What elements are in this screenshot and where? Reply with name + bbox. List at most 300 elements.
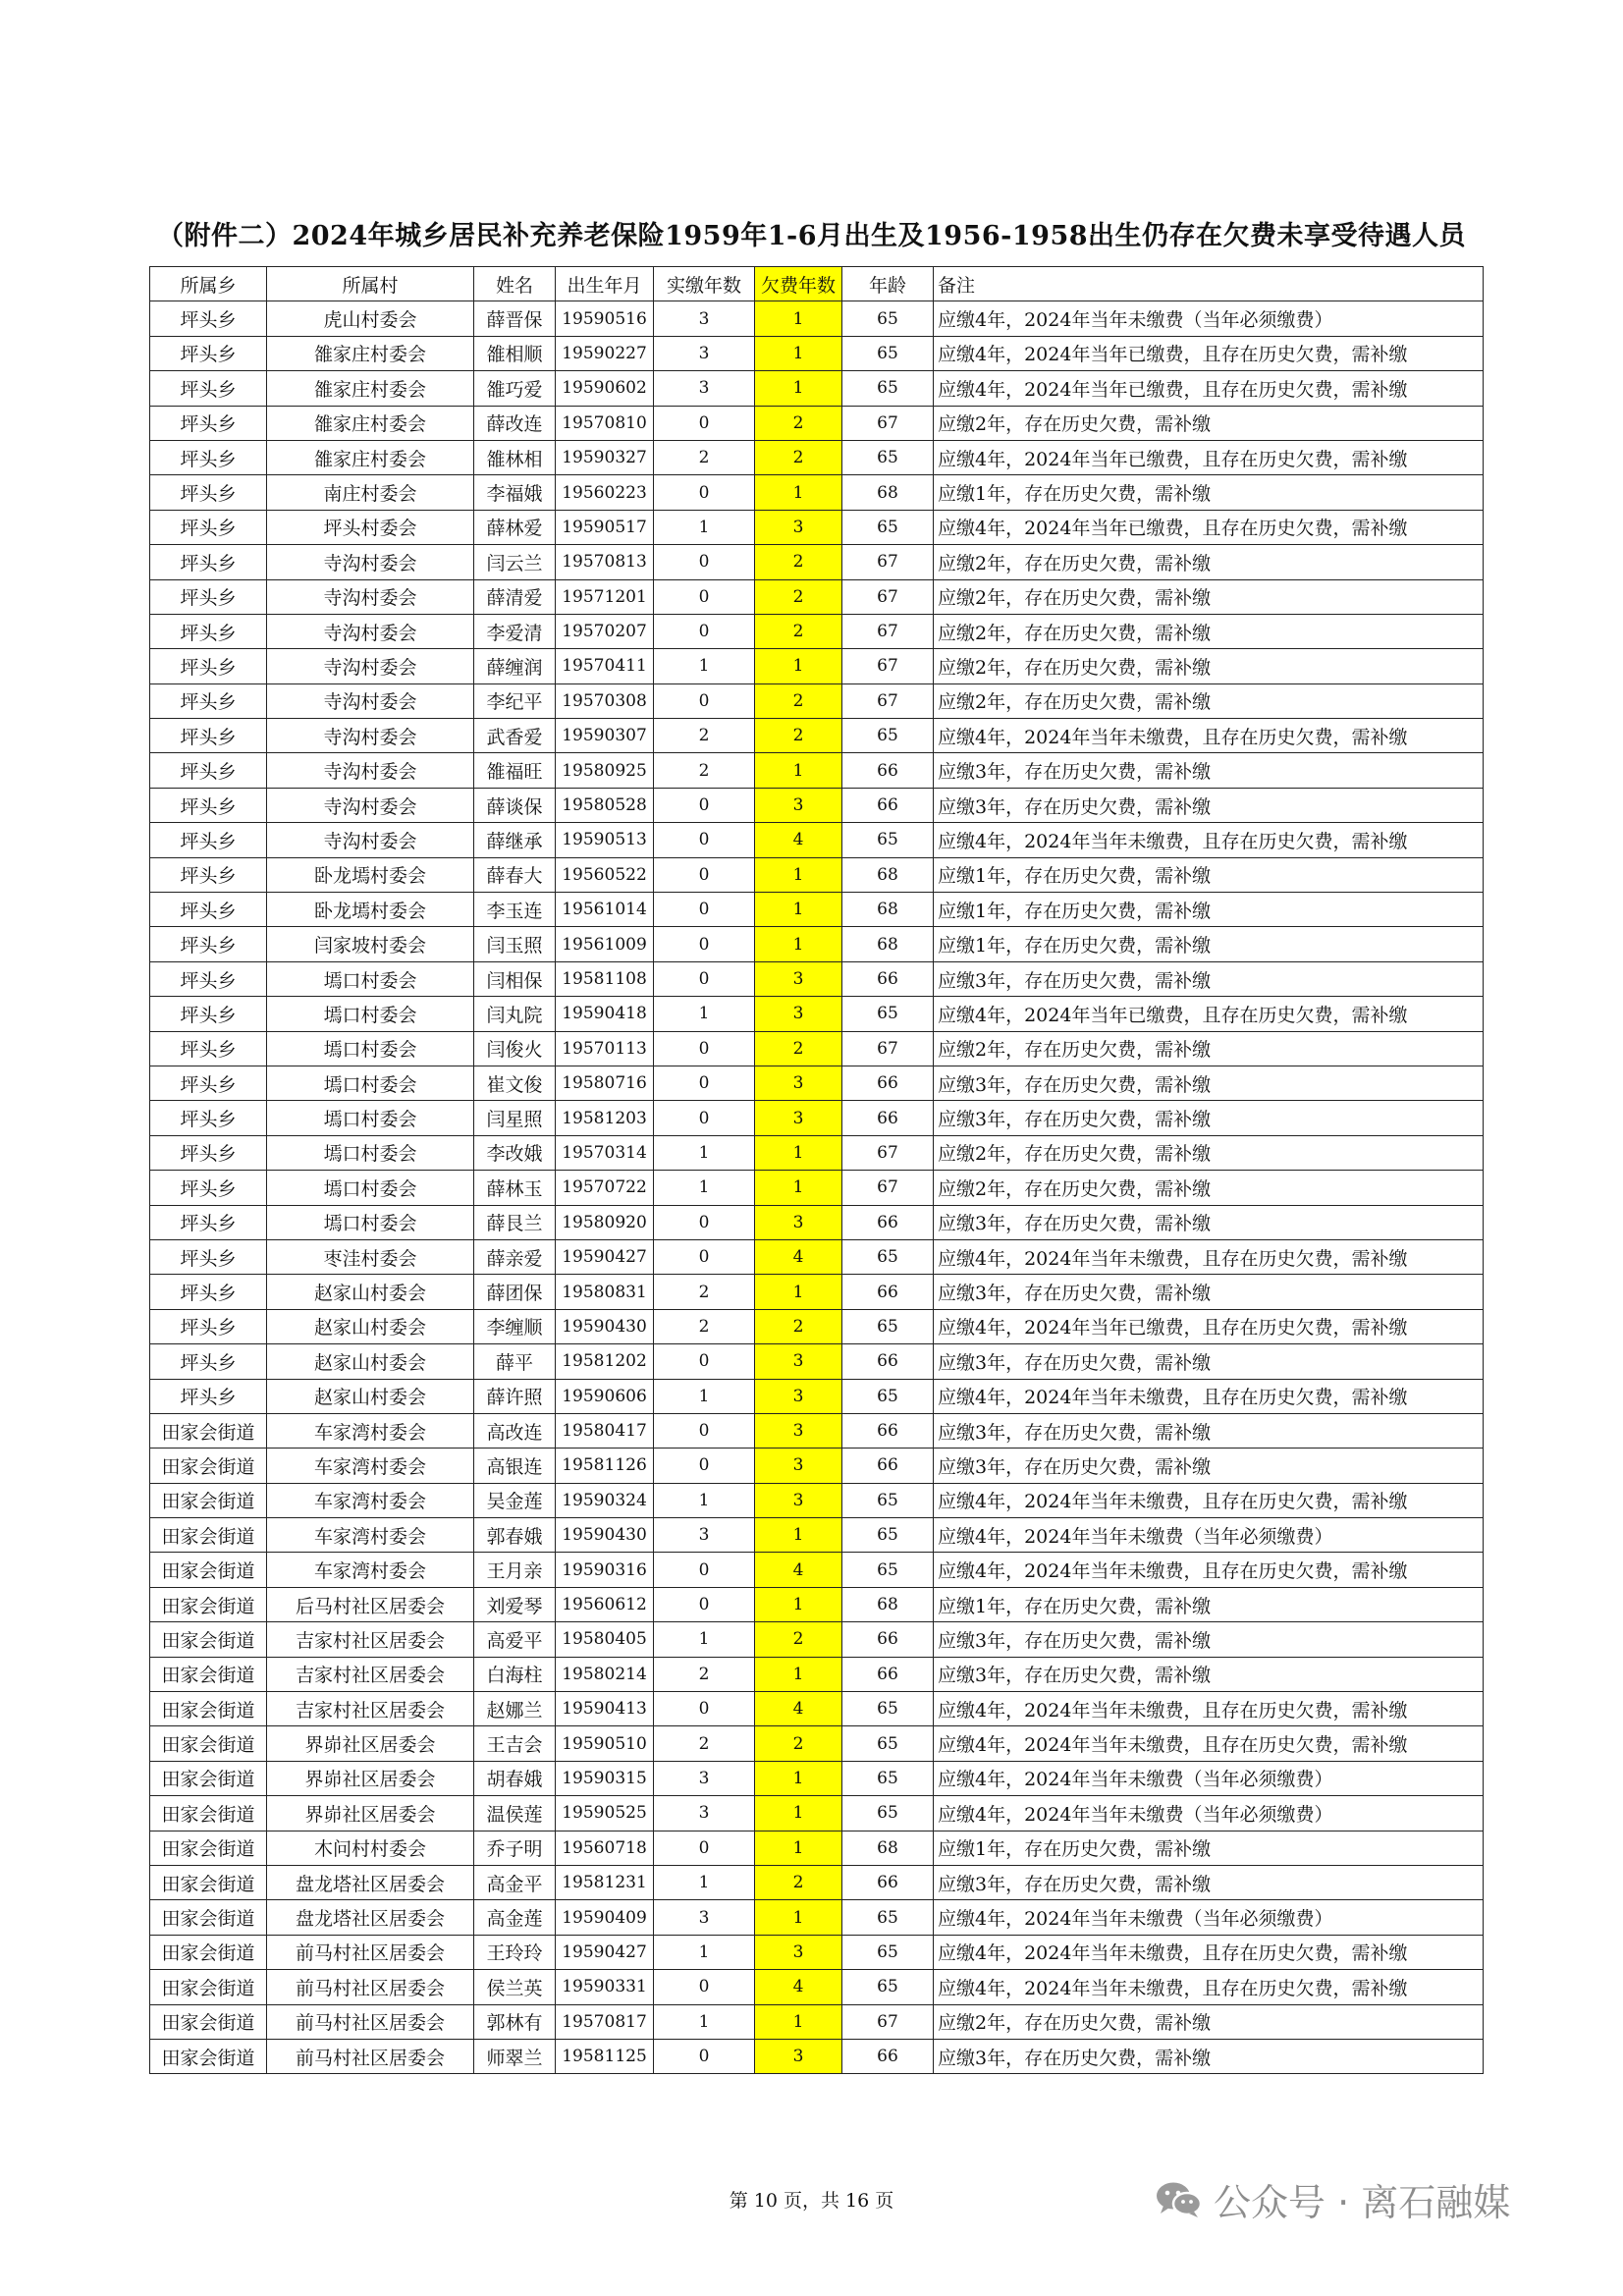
cell-birth: 19560223 bbox=[556, 475, 654, 510]
cell-age: 66 bbox=[842, 1101, 934, 1135]
cell-age: 65 bbox=[842, 1900, 934, 1935]
cell-name: 薛谈保 bbox=[474, 788, 556, 822]
cell-birth: 19580528 bbox=[556, 788, 654, 822]
cell-village: 坪头村委会 bbox=[267, 510, 474, 544]
cell-remarks: 应缴4年，2024年当年已缴费，且存在历史欠费，需补缴 bbox=[934, 997, 1484, 1031]
table-row bbox=[150, 683, 1484, 718]
cell-age: 65 bbox=[842, 371, 934, 406]
cell-birth: 19560612 bbox=[556, 1587, 654, 1621]
cell-village: 寺沟村委会 bbox=[267, 753, 474, 788]
cell-age: 65 bbox=[842, 1309, 934, 1343]
cell-township: 田家会街道 bbox=[150, 1831, 267, 1865]
cell-township: 坪头乡 bbox=[150, 336, 267, 370]
cell-remarks: 应缴3年，存在历史欠费，需补缴 bbox=[934, 1101, 1484, 1135]
table-row bbox=[150, 336, 1484, 370]
cell-arrears-years: 2 bbox=[755, 719, 842, 753]
cell-paid-years: 3 bbox=[654, 336, 755, 370]
cell-village: 盘龙塔社区居委会 bbox=[267, 1900, 474, 1935]
cell-birth: 19571201 bbox=[556, 579, 654, 614]
cell-arrears-years: 3 bbox=[755, 1935, 842, 1969]
cell-age: 65 bbox=[842, 1379, 934, 1413]
cell-age: 67 bbox=[842, 1135, 934, 1170]
cell-age: 68 bbox=[842, 475, 934, 510]
cell-paid-years: 0 bbox=[654, 927, 755, 961]
cell-birth: 19570207 bbox=[556, 614, 654, 648]
cell-birth: 19581202 bbox=[556, 1344, 654, 1379]
cell-village: 雒家庄村委会 bbox=[267, 406, 474, 440]
cell-paid-years: 0 bbox=[654, 545, 755, 579]
cell-village: 墕口村委会 bbox=[267, 1031, 474, 1066]
cell-village: 雒家庄村委会 bbox=[267, 440, 474, 474]
cell-paid-years: 3 bbox=[654, 1900, 755, 1935]
cell-village: 前马村社区居委会 bbox=[267, 2004, 474, 2039]
cell-paid-years: 0 bbox=[654, 1970, 755, 2004]
table-row bbox=[150, 371, 1484, 406]
cell-remarks: 应缴4年，2024年当年已缴费，且存在历史欠费，需补缴 bbox=[934, 1309, 1484, 1343]
cell-village: 界峁社区居委会 bbox=[267, 1726, 474, 1761]
cell-name: 高银连 bbox=[474, 1449, 556, 1483]
cell-name: 闫丸院 bbox=[474, 997, 556, 1031]
cell-remarks: 应缴3年，存在历史欠费，需补缴 bbox=[934, 1066, 1484, 1100]
cell-township: 田家会街道 bbox=[150, 1413, 267, 1448]
cell-paid-years: 0 bbox=[654, 1413, 755, 1448]
table-row bbox=[150, 1483, 1484, 1517]
cell-arrears-years: 3 bbox=[755, 1379, 842, 1413]
cell-remarks: 应缴3年，存在历史欠费，需补缴 bbox=[934, 1413, 1484, 1448]
cell-village: 墕口村委会 bbox=[267, 1066, 474, 1100]
cell-township: 坪头乡 bbox=[150, 614, 267, 648]
cell-name: 李改娥 bbox=[474, 1135, 556, 1170]
cell-paid-years: 2 bbox=[654, 719, 755, 753]
cell-name: 雒福旺 bbox=[474, 753, 556, 788]
cell-arrears-years: 4 bbox=[755, 823, 842, 857]
cell-village: 车家湾村委会 bbox=[267, 1413, 474, 1448]
cell-birth: 19581203 bbox=[556, 1101, 654, 1135]
cell-village: 车家湾村委会 bbox=[267, 1483, 474, 1517]
cell-paid-years: 2 bbox=[654, 1726, 755, 1761]
cell-birth: 19580925 bbox=[556, 753, 654, 788]
cell-age: 66 bbox=[842, 1344, 934, 1379]
table-header-row bbox=[150, 267, 1484, 301]
cell-paid-years: 0 bbox=[654, 1553, 755, 1587]
cell-paid-years: 0 bbox=[654, 1449, 755, 1483]
table-row bbox=[150, 1205, 1484, 1239]
cell-age: 68 bbox=[842, 1587, 934, 1621]
cell-village: 寺沟村委会 bbox=[267, 579, 474, 614]
cell-age: 65 bbox=[842, 440, 934, 474]
cell-township: 坪头乡 bbox=[150, 997, 267, 1031]
cell-township: 坪头乡 bbox=[150, 1344, 267, 1379]
cell-village: 木问村村委会 bbox=[267, 1831, 474, 1865]
cell-birth: 19570411 bbox=[556, 649, 654, 683]
cell-arrears-years: 1 bbox=[755, 2004, 842, 2039]
cell-name: 薛林爱 bbox=[474, 510, 556, 544]
cell-name: 李玉连 bbox=[474, 893, 556, 927]
cell-township: 坪头乡 bbox=[150, 1066, 267, 1100]
cell-age: 66 bbox=[842, 788, 934, 822]
cell-birth: 19590427 bbox=[556, 1935, 654, 1969]
cell-age: 65 bbox=[842, 1796, 934, 1831]
cell-age: 65 bbox=[842, 1518, 934, 1553]
cell-remarks: 应缴3年，存在历史欠费，需补缴 bbox=[934, 788, 1484, 822]
cell-age: 67 bbox=[842, 545, 934, 579]
cell-name: 郭春娥 bbox=[474, 1518, 556, 1553]
cell-remarks: 应缴1年，存在历史欠费，需补缴 bbox=[934, 1831, 1484, 1865]
cell-age: 67 bbox=[842, 683, 934, 718]
cell-age: 68 bbox=[842, 893, 934, 927]
table-row bbox=[150, 961, 1484, 996]
cell-name: 薛亲爱 bbox=[474, 1239, 556, 1274]
cell-arrears-years: 1 bbox=[755, 1135, 842, 1170]
cell-village: 墕口村委会 bbox=[267, 1135, 474, 1170]
cell-township: 坪头乡 bbox=[150, 1309, 267, 1343]
cell-paid-years: 0 bbox=[654, 1101, 755, 1135]
cell-township: 坪头乡 bbox=[150, 683, 267, 718]
cell-remarks: 应缴3年，存在历史欠费，需补缴 bbox=[934, 1449, 1484, 1483]
table-row bbox=[150, 788, 1484, 822]
cell-remarks: 应缴2年，存在历史欠费，需补缴 bbox=[934, 649, 1484, 683]
cell-remarks: 应缴4年，2024年当年未缴费，且存在历史欠费，需补缴 bbox=[934, 719, 1484, 753]
cell-paid-years: 2 bbox=[654, 1657, 755, 1691]
cell-paid-years: 1 bbox=[654, 1865, 755, 1899]
cell-name: 侯兰英 bbox=[474, 1970, 556, 2004]
cell-name: 高金平 bbox=[474, 1865, 556, 1899]
table-row bbox=[150, 927, 1484, 961]
cell-paid-years: 0 bbox=[654, 1344, 755, 1379]
cell-arrears-years: 2 bbox=[755, 683, 842, 718]
cell-paid-years: 0 bbox=[654, 683, 755, 718]
table-row bbox=[150, 475, 1484, 510]
header-township: 所属乡 bbox=[150, 267, 267, 301]
cell-age: 65 bbox=[842, 1239, 934, 1274]
cell-name: 白海柱 bbox=[474, 1657, 556, 1691]
cell-village: 寺沟村委会 bbox=[267, 823, 474, 857]
cell-arrears-years: 3 bbox=[755, 1413, 842, 1448]
cell-name: 武香爱 bbox=[474, 719, 556, 753]
cell-village: 寺沟村委会 bbox=[267, 614, 474, 648]
cell-remarks: 应缴2年，存在历史欠费，需补缴 bbox=[934, 579, 1484, 614]
cell-village: 雒家庄村委会 bbox=[267, 371, 474, 406]
cell-age: 66 bbox=[842, 1205, 934, 1239]
cell-village: 寺沟村委会 bbox=[267, 719, 474, 753]
cell-age: 66 bbox=[842, 961, 934, 996]
table-row bbox=[150, 1031, 1484, 1066]
cell-age: 66 bbox=[842, 1657, 934, 1691]
cell-village: 前马村社区居委会 bbox=[267, 2039, 474, 2073]
cell-name: 薛团保 bbox=[474, 1275, 556, 1309]
cell-name: 薛林玉 bbox=[474, 1171, 556, 1205]
cell-name: 薛艮兰 bbox=[474, 1205, 556, 1239]
cell-name: 闫星照 bbox=[474, 1101, 556, 1135]
cell-township: 坪头乡 bbox=[150, 1379, 267, 1413]
cell-township: 坪头乡 bbox=[150, 649, 267, 683]
table-row bbox=[150, 1935, 1484, 1969]
table-row bbox=[150, 579, 1484, 614]
cell-birth: 19570308 bbox=[556, 683, 654, 718]
cell-birth: 19581126 bbox=[556, 1449, 654, 1483]
header-village: 所属村 bbox=[267, 267, 474, 301]
cell-age: 68 bbox=[842, 857, 934, 892]
cell-township: 田家会街道 bbox=[150, 1865, 267, 1899]
cell-remarks: 应缴4年，2024年当年已缴费，且存在历史欠费，需补缴 bbox=[934, 510, 1484, 544]
cell-village: 雒家庄村委会 bbox=[267, 336, 474, 370]
cell-age: 65 bbox=[842, 719, 934, 753]
cell-paid-years: 1 bbox=[654, 1171, 755, 1205]
cell-name: 王月亲 bbox=[474, 1553, 556, 1587]
cell-paid-years: 0 bbox=[654, 1239, 755, 1274]
cell-arrears-years: 1 bbox=[755, 1900, 842, 1935]
table-row bbox=[150, 857, 1484, 892]
cell-paid-years: 0 bbox=[654, 961, 755, 996]
cell-age: 67 bbox=[842, 2004, 934, 2039]
cell-township: 坪头乡 bbox=[150, 301, 267, 336]
header-name: 姓名 bbox=[474, 267, 556, 301]
cell-birth: 19560718 bbox=[556, 1831, 654, 1865]
cell-village: 枣洼村委会 bbox=[267, 1239, 474, 1274]
cell-township: 坪头乡 bbox=[150, 893, 267, 927]
cell-name: 闫云兰 bbox=[474, 545, 556, 579]
header-paid-years: 实缴年数 bbox=[654, 267, 755, 301]
cell-birth: 19580417 bbox=[556, 1413, 654, 1448]
cell-arrears-years: 2 bbox=[755, 1726, 842, 1761]
table-row bbox=[150, 1171, 1484, 1205]
cell-village: 寺沟村委会 bbox=[267, 788, 474, 822]
cell-village: 寺沟村委会 bbox=[267, 545, 474, 579]
cell-birth: 19561009 bbox=[556, 927, 654, 961]
cell-village: 吉家村社区居委会 bbox=[267, 1657, 474, 1691]
cell-remarks: 应缴4年，2024年当年已缴费，且存在历史欠费，需补缴 bbox=[934, 440, 1484, 474]
table-row bbox=[150, 1239, 1484, 1274]
cell-remarks: 应缴1年，存在历史欠费，需补缴 bbox=[934, 927, 1484, 961]
cell-arrears-years: 3 bbox=[755, 1066, 842, 1100]
cell-paid-years: 3 bbox=[654, 371, 755, 406]
cell-age: 66 bbox=[842, 2039, 934, 2073]
cell-arrears-years: 1 bbox=[755, 1831, 842, 1865]
cell-paid-years: 2 bbox=[654, 1275, 755, 1309]
cell-name: 郭林有 bbox=[474, 2004, 556, 2039]
table-row bbox=[150, 1657, 1484, 1691]
cell-remarks: 应缴1年，存在历史欠费，需补缴 bbox=[934, 893, 1484, 927]
arrears-table bbox=[149, 266, 1484, 2074]
cell-paid-years: 0 bbox=[654, 1205, 755, 1239]
cell-name: 师翠兰 bbox=[474, 2039, 556, 2073]
cell-birth: 19590602 bbox=[556, 371, 654, 406]
cell-birth: 19561014 bbox=[556, 893, 654, 927]
cell-paid-years: 0 bbox=[654, 1066, 755, 1100]
cell-age: 65 bbox=[842, 1761, 934, 1795]
cell-arrears-years: 1 bbox=[755, 753, 842, 788]
cell-birth: 19590517 bbox=[556, 510, 654, 544]
cell-arrears-years: 2 bbox=[755, 1865, 842, 1899]
cell-age: 66 bbox=[842, 1622, 934, 1657]
cell-arrears-years: 1 bbox=[755, 1761, 842, 1795]
table-row bbox=[150, 2039, 1484, 2073]
cell-arrears-years: 3 bbox=[755, 961, 842, 996]
cell-age: 65 bbox=[842, 1553, 934, 1587]
cell-paid-years: 0 bbox=[654, 475, 755, 510]
cell-birth: 19590427 bbox=[556, 1239, 654, 1274]
cell-name: 李爱清 bbox=[474, 614, 556, 648]
cell-remarks: 应缴4年，2024年当年已缴费，且存在历史欠费，需补缴 bbox=[934, 371, 1484, 406]
cell-name: 薛许照 bbox=[474, 1379, 556, 1413]
cell-birth: 19590227 bbox=[556, 336, 654, 370]
cell-arrears-years: 4 bbox=[755, 1970, 842, 2004]
cell-name: 薛春大 bbox=[474, 857, 556, 892]
cell-village: 赵家山村委会 bbox=[267, 1379, 474, 1413]
cell-age: 65 bbox=[842, 823, 934, 857]
cell-age: 68 bbox=[842, 1831, 934, 1865]
table-body bbox=[150, 301, 1484, 2074]
table-row bbox=[150, 1796, 1484, 1831]
cell-arrears-years: 4 bbox=[755, 1553, 842, 1587]
cell-paid-years: 3 bbox=[654, 1518, 755, 1553]
cell-name: 雒巧爱 bbox=[474, 371, 556, 406]
cell-arrears-years: 4 bbox=[755, 1239, 842, 1274]
cell-township: 坪头乡 bbox=[150, 961, 267, 996]
cell-age: 66 bbox=[842, 1275, 934, 1309]
cell-township: 坪头乡 bbox=[150, 406, 267, 440]
table-row bbox=[150, 1344, 1484, 1379]
cell-remarks: 应缴3年，存在历史欠费，需补缴 bbox=[934, 753, 1484, 788]
cell-birth: 19590525 bbox=[556, 1796, 654, 1831]
cell-remarks: 应缴3年，存在历史欠费，需补缴 bbox=[934, 1865, 1484, 1899]
cell-name: 王玲玲 bbox=[474, 1935, 556, 1969]
cell-birth: 19590331 bbox=[556, 1970, 654, 2004]
cell-village: 墕口村委会 bbox=[267, 1101, 474, 1135]
cell-paid-years: 3 bbox=[654, 301, 755, 336]
cell-arrears-years: 2 bbox=[755, 1309, 842, 1343]
cell-remarks: 应缴4年，2024年当年未缴费，且存在历史欠费，需补缴 bbox=[934, 1692, 1484, 1726]
cell-remarks: 应缴2年，存在历史欠费，需补缴 bbox=[934, 545, 1484, 579]
cell-paid-years: 1 bbox=[654, 997, 755, 1031]
cell-remarks: 应缴4年，2024年当年未缴费，且存在历史欠费，需补缴 bbox=[934, 1553, 1484, 1587]
cell-township: 坪头乡 bbox=[150, 788, 267, 822]
cell-paid-years: 0 bbox=[654, 2039, 755, 2073]
cell-name: 李纪平 bbox=[474, 683, 556, 718]
cell-township: 田家会街道 bbox=[150, 1796, 267, 1831]
cell-age: 66 bbox=[842, 1449, 934, 1483]
cell-remarks: 应缴3年，存在历史欠费，需补缴 bbox=[934, 961, 1484, 996]
cell-name: 赵娜兰 bbox=[474, 1692, 556, 1726]
cell-name: 薛晋保 bbox=[474, 301, 556, 336]
cell-township: 田家会街道 bbox=[150, 1761, 267, 1795]
cell-birth: 19590327 bbox=[556, 440, 654, 474]
cell-village: 盘龙塔社区居委会 bbox=[267, 1865, 474, 1899]
cell-name: 温侯莲 bbox=[474, 1796, 556, 1831]
cell-paid-years: 0 bbox=[654, 857, 755, 892]
table-row bbox=[150, 1413, 1484, 1448]
cell-township: 坪头乡 bbox=[150, 857, 267, 892]
cell-birth: 19590413 bbox=[556, 1692, 654, 1726]
cell-name: 雒相顺 bbox=[474, 336, 556, 370]
cell-birth: 19590409 bbox=[556, 1900, 654, 1935]
cell-paid-years: 0 bbox=[654, 1831, 755, 1865]
cell-remarks: 应缴4年，2024年当年未缴费（当年必须缴费） bbox=[934, 1796, 1484, 1831]
table-row bbox=[150, 1066, 1484, 1100]
table-row bbox=[150, 1518, 1484, 1553]
cell-village: 吉家村社区居委会 bbox=[267, 1622, 474, 1657]
cell-name: 闫相保 bbox=[474, 961, 556, 996]
cell-arrears-years: 2 bbox=[755, 579, 842, 614]
cell-paid-years: 0 bbox=[654, 1692, 755, 1726]
cell-name: 胡春娥 bbox=[474, 1761, 556, 1795]
cell-age: 65 bbox=[842, 1970, 934, 2004]
cell-age: 65 bbox=[842, 1483, 934, 1517]
cell-remarks: 应缴4年，2024年当年未缴费（当年必须缴费） bbox=[934, 1900, 1484, 1935]
table-row bbox=[150, 1553, 1484, 1587]
cell-birth: 19581108 bbox=[556, 961, 654, 996]
cell-name: 薛改连 bbox=[474, 406, 556, 440]
cell-village: 车家湾村委会 bbox=[267, 1518, 474, 1553]
cell-name: 薛清爱 bbox=[474, 579, 556, 614]
cell-remarks: 应缴4年，2024年当年未缴费，且存在历史欠费，需补缴 bbox=[934, 1239, 1484, 1274]
cell-birth: 19580214 bbox=[556, 1657, 654, 1691]
cell-paid-years: 2 bbox=[654, 1309, 755, 1343]
cell-township: 田家会街道 bbox=[150, 1518, 267, 1553]
table-row bbox=[150, 893, 1484, 927]
table-row bbox=[150, 649, 1484, 683]
cell-remarks: 应缴4年，2024年当年未缴费（当年必须缴费） bbox=[934, 1761, 1484, 1795]
cell-name: 闫俊火 bbox=[474, 1031, 556, 1066]
cell-arrears-years: 2 bbox=[755, 1031, 842, 1066]
cell-paid-years: 0 bbox=[654, 1587, 755, 1621]
cell-birth: 19570817 bbox=[556, 2004, 654, 2039]
cell-remarks: 应缴4年，2024年当年未缴费，且存在历史欠费，需补缴 bbox=[934, 823, 1484, 857]
table-row bbox=[150, 614, 1484, 648]
header-remarks: 备注 bbox=[934, 267, 1484, 301]
cell-township: 坪头乡 bbox=[150, 927, 267, 961]
cell-township: 坪头乡 bbox=[150, 440, 267, 474]
cell-birth: 19590430 bbox=[556, 1518, 654, 1553]
cell-age: 67 bbox=[842, 614, 934, 648]
cell-paid-years: 0 bbox=[654, 614, 755, 648]
cell-age: 68 bbox=[842, 927, 934, 961]
cell-township: 田家会街道 bbox=[150, 1449, 267, 1483]
cell-village: 后马村社区居委会 bbox=[267, 1587, 474, 1621]
cell-township: 坪头乡 bbox=[150, 1171, 267, 1205]
cell-name: 雒林相 bbox=[474, 440, 556, 474]
cell-birth: 19570314 bbox=[556, 1135, 654, 1170]
cell-arrears-years: 3 bbox=[755, 997, 842, 1031]
cell-township: 坪头乡 bbox=[150, 1101, 267, 1135]
cell-remarks: 应缴3年，存在历史欠费，需补缴 bbox=[934, 1205, 1484, 1239]
cell-paid-years: 1 bbox=[654, 1135, 755, 1170]
cell-paid-years: 1 bbox=[654, 649, 755, 683]
cell-village: 寺沟村委会 bbox=[267, 683, 474, 718]
cell-age: 66 bbox=[842, 753, 934, 788]
cell-arrears-years: 1 bbox=[755, 1275, 842, 1309]
cell-township: 坪头乡 bbox=[150, 1275, 267, 1309]
cell-arrears-years: 2 bbox=[755, 440, 842, 474]
cell-paid-years: 1 bbox=[654, 1379, 755, 1413]
cell-village: 南庄村委会 bbox=[267, 475, 474, 510]
cell-birth: 19590315 bbox=[556, 1761, 654, 1795]
cell-township: 坪头乡 bbox=[150, 475, 267, 510]
cell-township: 田家会街道 bbox=[150, 1970, 267, 2004]
cell-village: 界峁社区居委会 bbox=[267, 1796, 474, 1831]
cell-name: 高金莲 bbox=[474, 1900, 556, 1935]
cell-paid-years: 2 bbox=[654, 440, 755, 474]
cell-village: 墕口村委会 bbox=[267, 961, 474, 996]
cell-remarks: 应缴2年，存在历史欠费，需补缴 bbox=[934, 614, 1484, 648]
cell-village: 墕口村委会 bbox=[267, 1171, 474, 1205]
cell-township: 田家会街道 bbox=[150, 1900, 267, 1935]
cell-remarks: 应缴1年，存在历史欠费，需补缴 bbox=[934, 1587, 1484, 1621]
cell-township: 坪头乡 bbox=[150, 510, 267, 544]
table-row bbox=[150, 545, 1484, 579]
table-row bbox=[150, 1761, 1484, 1795]
cell-township: 坪头乡 bbox=[150, 719, 267, 753]
